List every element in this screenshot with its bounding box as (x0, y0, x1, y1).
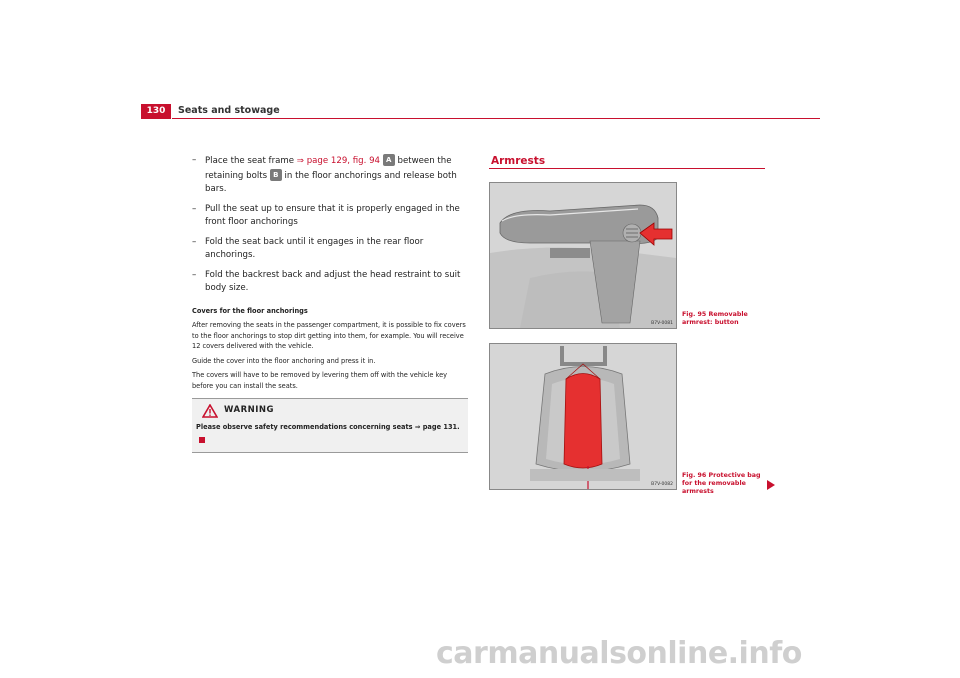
figure-95-caption: Fig. 95 Removable armrest: button (682, 311, 748, 326)
figure-95-code: B7V-0081 (651, 321, 673, 326)
marker-a-icon: A (383, 154, 395, 166)
protective-bag-illustration (490, 344, 676, 489)
warning-title: WARNING (224, 405, 274, 416)
step-1-page-link[interactable]: ⇒ page 129, fig. 94 (296, 156, 381, 166)
warning-body: Please observe safety recommendations concerning seats (196, 423, 415, 431)
step-dash: – (192, 155, 197, 165)
covers-heading: Covers for the floor anchorings (192, 306, 308, 315)
step-dash: – (192, 269, 197, 280)
armrests-rule (489, 168, 765, 169)
armrest-illustration (490, 183, 676, 328)
step-2-text: Pull the seat up to ensure that it is properly engaged in the front floor anchorings (205, 203, 460, 227)
covers-paragraph-1: After removing the seats in the passenger compartment, it is possible to fix covers to the floor anchorings to stop dirt getting into them, for example. You will receive 12 covers delivered with the vehicle. (192, 321, 466, 350)
warning-header (202, 404, 464, 418)
figure-96-caption: Fig. 96 Protective bag for the removable armrests (682, 472, 761, 495)
step-1-text-after: in the floor anchorings and release both bars. (205, 170, 457, 194)
figure-96-protective-bag (489, 343, 677, 490)
left-column (192, 154, 468, 453)
figure-96-code: B7V-0082 (651, 482, 673, 487)
step-2 (192, 203, 468, 230)
covers-paragraph-3: The covers will have to be removed by levering them off with the vehicle key before you can install the seats. (192, 371, 448, 390)
covers-paragraph-2: Guide the cover into the floor anchoring and press it in. (192, 356, 376, 365)
step-4 (192, 269, 468, 296)
marker-b-icon: B (270, 169, 282, 181)
step-4-text: Fold the backrest back and adjust the head restraint to suit body size. (205, 269, 461, 293)
next-page-arrow-icon[interactable] (767, 480, 775, 490)
step-1-text-before: Place the seat frame (205, 156, 297, 166)
page-number: 130 (141, 104, 171, 119)
warning-box (192, 398, 468, 453)
warning-page-link[interactable]: ⇒ page 131. (414, 423, 460, 431)
armrests-title: Armrests (491, 155, 546, 167)
header-rule (172, 118, 820, 119)
step-1-text-middle: between the retaining bolts (205, 156, 452, 181)
step-1 (192, 154, 468, 197)
warning-text (196, 421, 464, 448)
warning-triangle-icon (202, 404, 218, 418)
step-dash: – (192, 236, 197, 247)
covers-section (192, 306, 468, 392)
step-3-text: Fold the seat back until it engages in the rear floor anchorings. (205, 236, 424, 260)
page-header-title: Seats and stowage (178, 105, 280, 116)
watermark: carmanualsonline.info (436, 636, 802, 671)
step-dash: – (192, 203, 197, 214)
end-of-section-icon (199, 437, 205, 443)
step-3 (192, 236, 468, 263)
figure-95-armrest (489, 182, 677, 329)
